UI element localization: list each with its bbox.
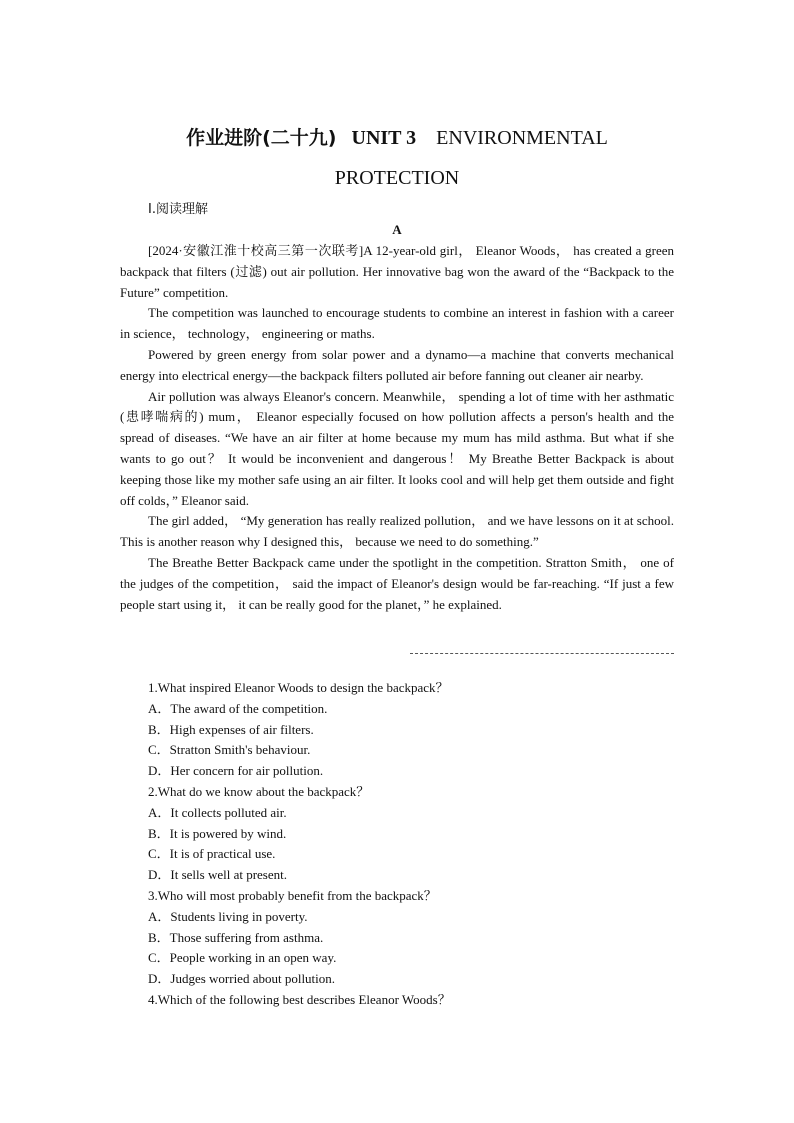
option-a: A．Students living in poverty. bbox=[148, 908, 308, 924]
passage-paragraph: The Breathe Better Backpack came under the spotlight in the competition. Stratton Smith， one of the judges of the competition， said the impact of Eleanor's design would be far-reaching. “If just a few people start using it， it can be really good for the planet，” he explained. bbox=[120, 554, 674, 612]
option-b: B．It is powered by wind. bbox=[148, 825, 287, 841]
option-c: C．Stratton Smith's behaviour. bbox=[148, 742, 311, 758]
option-a: A．The award of the competition. bbox=[148, 700, 328, 716]
page-title bbox=[120, 118, 674, 198]
passage-paragraph: The competition was launched to encourage students to combine an interest in fashion with a career in science， technology， engineering or maths. bbox=[120, 305, 674, 342]
reading-passage bbox=[120, 241, 674, 615]
passage-label: A bbox=[392, 222, 402, 237]
title-unit: UNIT 3 bbox=[351, 127, 417, 149]
title-topic-part-2: PROTECTION bbox=[334, 167, 460, 189]
question-stem: 1.What inspired Eleanor Woods to design the backpack？ bbox=[148, 680, 449, 695]
passage-paragraph: The girl added， “My generation has really realized pollution， and we have lessons on it at school. This is another reason why I designed this， because we need to do something.” bbox=[120, 513, 674, 550]
passage-paragraph: Powered by green energy from solar power and a dynamo—a machine that converts mechanical energy into electrical energy—the backpack filters polluted air before fanning out cleaner air nearby. bbox=[120, 346, 674, 383]
option-d: D．It sells well at present. bbox=[148, 867, 287, 883]
question-stem: 3.Who will most probably benefit from the backpack？ bbox=[148, 887, 437, 903]
question-stem: 4.Which of the following best describes Eleanor Woods？ bbox=[148, 991, 451, 1007]
option-b: B．Those suffering from asthma. bbox=[148, 929, 324, 945]
section-heading: Ⅰ.阅读理解 bbox=[148, 202, 208, 217]
option-d: D．Judges worried about pollution. bbox=[148, 971, 336, 987]
passage-paragraph: Air pollution was always Eleanor's concern. Meanwhile， spending a lot of time with her asthmatic (患哮喘病的) mum， Eleanor especially focused on how pollution affects a person's health and the spread of diseases. “We have an air filter at home because my mum has mild asthma. But what if she wants to go out？ It would be inconvenient and dangerous！ My Breathe Better Backpack is about keeping those like my mother safe using an air filter. It looks cool and will help get them outside and fight off colds，” Eleanor said. bbox=[120, 388, 674, 508]
passage-paragraph: [2024·安徽江淮十校高三第一次联考]A 12-year-old girl， Eleanor Woods， has created a green backpack that filters (过滤) out air pollution. Her innovative bag won the award of the “Backpack to the Future” competition. bbox=[120, 243, 674, 300]
option-a: A．It collects polluted air. bbox=[148, 804, 287, 820]
question-list bbox=[148, 678, 451, 1011]
dashed-divider bbox=[410, 653, 674, 654]
option-c: C．It is of practical use. bbox=[148, 846, 276, 862]
option-c: C．People working in an open way. bbox=[148, 950, 337, 966]
title-chinese: 作业进阶(二十九) bbox=[186, 127, 337, 149]
option-d: D．Her concern for air pollution. bbox=[148, 763, 324, 779]
title-topic-part-1: ENVIRONMENTAL bbox=[436, 127, 608, 149]
title-line-1 bbox=[120, 118, 674, 158]
option-b: B．High expenses of air filters. bbox=[148, 721, 314, 737]
question-stem: 2.What do we know about the backpack？ bbox=[148, 783, 370, 799]
title-line-2 bbox=[120, 158, 674, 198]
